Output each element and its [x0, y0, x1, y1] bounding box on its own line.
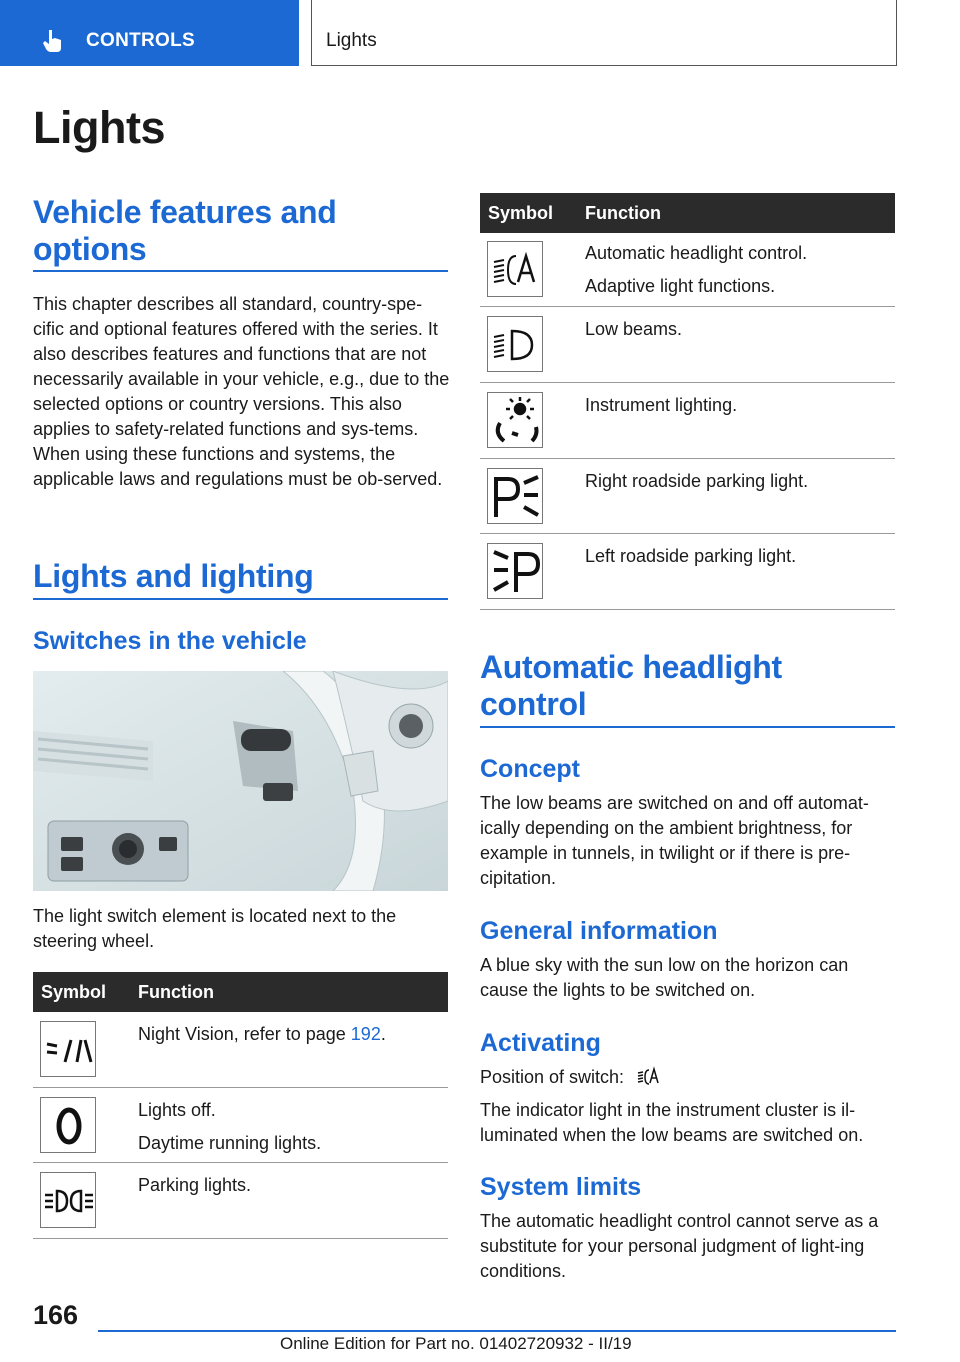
- night-vision-icon: [40, 1021, 96, 1077]
- activating-heading: Activating: [480, 1029, 601, 1057]
- col-symbol: Symbol: [488, 203, 554, 223]
- table-row: [480, 383, 895, 459]
- col-symbol: Symbol: [41, 982, 107, 1002]
- table-row: [480, 233, 895, 307]
- row-text: Right roadside parking light.: [585, 471, 809, 491]
- concept-heading: Concept: [480, 755, 580, 783]
- automatic-headlight-icon: [487, 241, 543, 297]
- page-title: Lights: [33, 102, 165, 153]
- row-text: Left roadside parking light.: [585, 546, 797, 566]
- table-header: [33, 972, 448, 1012]
- general-heading: General information: [480, 917, 718, 945]
- hand-pointer-icon: [40, 28, 66, 54]
- limits-text: The automatic headlight control cannot serve as a substitute for your personal judgment of light-ing conditions.: [480, 1211, 879, 1281]
- features-heading: Vehicle features and options: [33, 194, 337, 267]
- features-rule: [33, 270, 448, 272]
- row-text: Automatic headlight control.: [585, 243, 808, 263]
- table-row: [480, 534, 895, 610]
- row-text-2: Daytime running lights.: [138, 1133, 322, 1153]
- table-row: Night Vision, refer to page 192.: [33, 1012, 448, 1088]
- concept-text: The low beams are switched on and off automat-ically depending on the ambient brightness, for example in tunnels, in twilight or if there is pre-cipitation.: [480, 793, 869, 888]
- row-text: Night Vision, refer to page: [138, 1024, 351, 1044]
- lights-lighting-heading: Lights and lighting: [33, 558, 314, 594]
- section-label: CONTROLS: [86, 30, 196, 51]
- symbols-table-right: [480, 193, 895, 610]
- switches-text: The light switch element is located next to the steering wheel.: [33, 906, 397, 951]
- footer-rule: [98, 1330, 896, 1332]
- features-text: This chapter describes all standard, country-spe-cific and optional features offered with the series. It also describes features and functions that are not necessarily available in your vehicle, e.g., due to the selected options or country versions. This also applies to safety-related functions and sys-tems. When using these functions and systems, the applicable laws and regulations must be ob-served.: [33, 294, 450, 489]
- left-parking-light-icon: [487, 543, 543, 599]
- general-text: A blue sky with the sun low on the horizon can cause the lights to be switched on.: [480, 955, 849, 1000]
- page-number: 166: [33, 1300, 79, 1330]
- low-beam-icon: [487, 316, 543, 372]
- light-switch-photo: [33, 671, 448, 891]
- symbols-table-left: [33, 972, 448, 1239]
- table-header: [480, 193, 895, 233]
- activating-position: Position of switch:: [480, 1065, 900, 1090]
- row-text: Low beams.: [585, 319, 683, 339]
- instrument-lighting-icon: [487, 392, 543, 448]
- switches-heading: Switches in the vehicle: [33, 627, 307, 655]
- edition-footer: Online Edition for Part no. 01402720932 - II/19: [280, 1334, 632, 1353]
- limits-heading: System limits: [480, 1173, 642, 1201]
- col-function: Function: [138, 982, 214, 1002]
- parking-lights-icon: [40, 1172, 96, 1228]
- chapter-header: [311, 0, 897, 66]
- row-text-2: Adaptive light functions.: [585, 276, 776, 296]
- auto-headlight-rule: [480, 726, 895, 728]
- chapter-label: Lights: [326, 30, 377, 51]
- auto-headlight-heading: Automatic headlight control: [480, 649, 782, 722]
- activating-text: The indicator light in the instrument cluster is il-luminated when the low beams are switched on.: [480, 1100, 864, 1145]
- section-tab[interactable]: [0, 0, 299, 66]
- table-row: [480, 307, 895, 383]
- automatic-headlight-icon: [637, 1065, 661, 1087]
- lights-lighting-rule: [33, 598, 448, 600]
- lights-off-icon: [40, 1097, 96, 1153]
- table-row: [33, 1163, 448, 1239]
- col-function: Function: [585, 203, 661, 223]
- row-text: Instrument lighting.: [585, 395, 738, 415]
- right-parking-light-icon: [487, 468, 543, 524]
- page-link[interactable]: 192: [350, 1024, 381, 1044]
- table-row: [480, 459, 895, 534]
- row-text: Parking lights.: [138, 1175, 252, 1195]
- row-text: Lights off.: [138, 1100, 216, 1120]
- table-row: [33, 1088, 448, 1163]
